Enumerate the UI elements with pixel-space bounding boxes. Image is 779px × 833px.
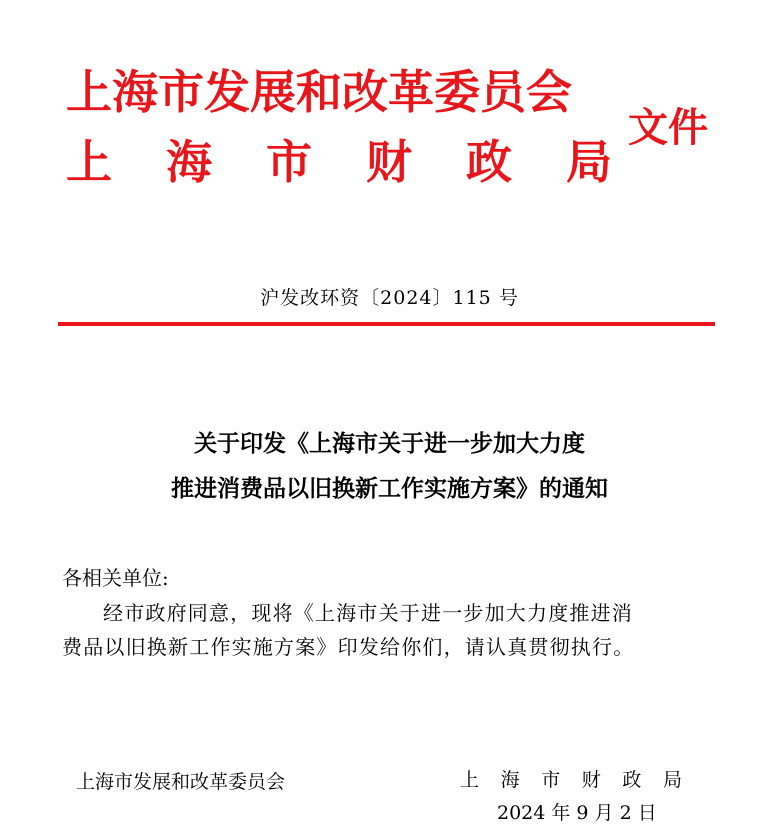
signature-char: 财 <box>581 769 601 791</box>
signature-ndrc: 上海市发展和改革委员会 <box>76 771 286 793</box>
document-suffix: 文件 <box>628 104 708 151</box>
signature-char: 海 <box>500 769 520 791</box>
issuer-char: 上 <box>66 135 112 189</box>
document-title-line-2: 推进消费品以旧换新工作实施方案》的通知 <box>171 476 608 502</box>
signature-char: 局 <box>662 769 682 791</box>
signature-char: 市 <box>541 769 561 791</box>
issue-date: 2024 年 9 月 2 日 <box>497 802 657 824</box>
issuer-char: 市 <box>266 135 312 189</box>
issuer-char: 政 <box>466 135 512 189</box>
signature-finance-bureau <box>460 766 682 794</box>
issuer-name-ndrc: 上海市发展和改革委员会 <box>66 65 572 119</box>
red-divider <box>58 322 715 326</box>
body-paragraph-line-1: 经市政府同意，现将《上海市关于进一步加大力度推进消 <box>103 601 633 625</box>
issuer-name-finance-bureau <box>66 134 612 190</box>
signature-char: 上 <box>460 769 480 791</box>
issuer-char: 财 <box>366 135 412 189</box>
body-paragraph-line-2: 费品以旧换新工作实施方案》印发给你们，请认真贯彻执行。 <box>62 635 635 659</box>
signature-char: 政 <box>622 769 642 791</box>
document-title-line-1: 关于印发《上海市关于进一步加大力度 <box>194 431 585 457</box>
document-number: 沪发改环资〔2024〕115 号 <box>260 287 519 309</box>
salutation: 各相关单位: <box>62 566 169 590</box>
issuer-char: 海 <box>166 135 212 189</box>
issuer-char: 局 <box>566 135 612 189</box>
